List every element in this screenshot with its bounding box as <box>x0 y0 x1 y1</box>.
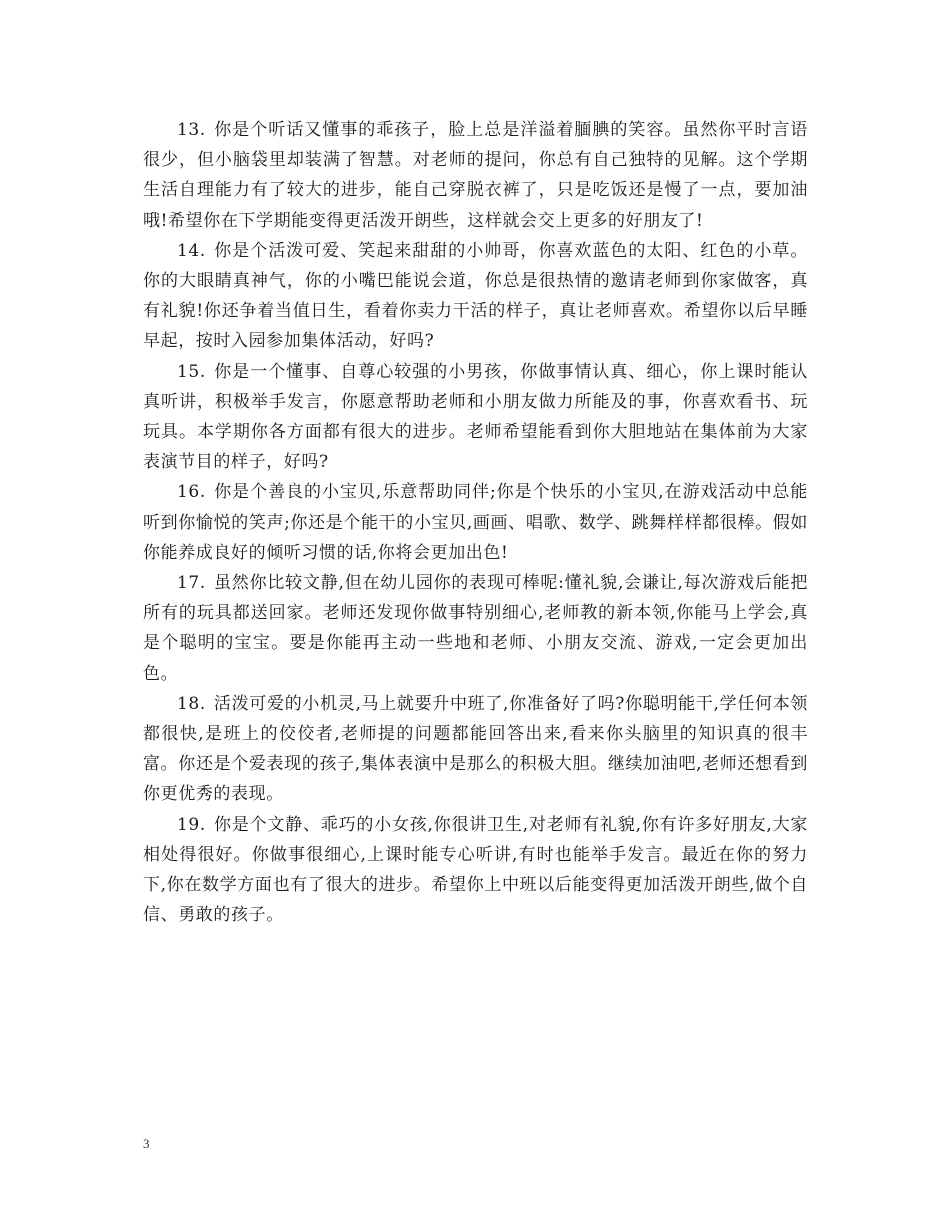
paragraph-text: 你是个听话又懂事的乖孩子，脸上总是洋溢着腼腆的笑容。虽然你平时言语很少，但小脑袋里却装满了智慧。对老师的提问，你总有自己独特的见解。这个学期生活自理能力有了较大的进步，能自己穿脱衣裤了，只是吃饭还是慢了一点，要加油哦!希望你在下学期能变得更活泼开朗些，这样就会交上更多的好朋友了! <box>143 120 808 231</box>
paragraph-16 <box>143 477 808 568</box>
paragraph-text: 虽然你比较文静,但在幼儿园你的表现可棒呢:懂礼貌,会谦让,每次游戏后能把所有的玩具都送回家。老师还发现你做事特别细心,老师教的新本领,你能马上学会,真是个聪明的宝宝。要是你能再主动一些地和老师、小朋友交流、游戏,一定会更加出色。 <box>143 573 809 684</box>
paragraph-18 <box>143 689 808 810</box>
paragraph-19 <box>143 810 808 931</box>
paragraph-number: 18. <box>177 693 206 714</box>
paragraph-text: 你是个活泼可爱、笑起来甜甜的小帅哥，你喜欢蓝色的太阳、红色的小草。你的大眼睛真神气，你的小嘴巴能说会道，你总是很热情的邀请老师到你家做客，真有礼貌!你还争着当值日生，看着你卖力干活的样子，真让老师喜欢。希望你以后早睡早起，按时入园参加集体活动，好吗? <box>143 240 808 352</box>
paragraph-14 <box>143 236 808 357</box>
paragraph-number: 17. <box>177 573 206 594</box>
paragraph-13 <box>143 115 808 236</box>
paragraph-number: 19. <box>177 814 206 835</box>
paragraph-15 <box>143 357 808 478</box>
paragraph-text: 你是个善良的小宝贝,乐意帮助同伴;你是个快乐的小宝贝,在游戏活动中总能听到你愉悦的笑声;你还是个能干的小宝贝,画画、唱歌、数学、跳舞样样都很棒。假如你能养成良好的倾听习惯的话,你将会更加出色! <box>143 482 808 563</box>
paragraph-number: 16. <box>177 482 206 503</box>
paragraph-17 <box>143 568 808 689</box>
document-body <box>143 115 808 930</box>
paragraph-number: 15. <box>177 361 206 382</box>
paragraph-text: 活泼可爱的小机灵,马上就要升中班了,你准备好了吗?你聪明能干,学任何本领都很快,是班上的佼佼者,老师提的问题都能回答出来,看来你头脑里的知识真的很丰富。你还是个爱表现的孩子,集体表演中是那么的积极大胆。继续加油吧,老师还想看到你更优秀的表现。 <box>143 693 808 805</box>
paragraph-number: 14. <box>177 240 206 261</box>
page-number: 3 <box>143 1136 150 1151</box>
paragraph-text: 你是个文静、乖巧的小女孩,你很讲卫生,对老师有礼貌,你有许多好朋友,大家相处得很好。你做事很细心,上课时能专心听讲,有时也能举手发言。最近在你的努力下,你在数学方面也有了很大的进步。希望你上中班以后能变得更加活泼开朗些,做个自信、勇敢的孩子。 <box>143 814 808 926</box>
paragraph-number: 13. <box>177 120 206 140</box>
paragraph-text: 你是一个懂事、自尊心较强的小男孩，你做事情认真、细心，你上课时能认真听讲，积极举手发言，你愿意帮助老师和小朋友做力所能及的事，你喜欢看书、玩玩具。本学期你各方面都有很大的进步。老师希望能看到你大胆地站在集体前为大家表演节目的样子，好吗? <box>143 361 808 473</box>
